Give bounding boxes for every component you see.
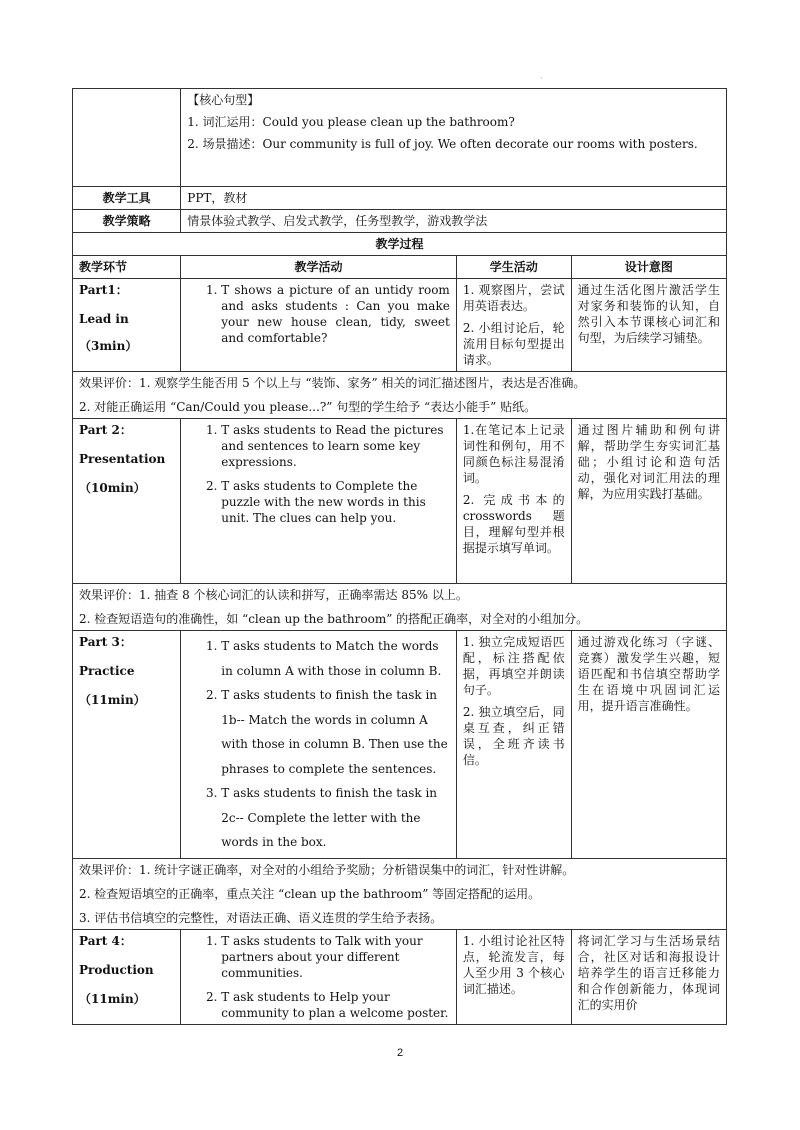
- core-line-1: 1. 词汇运用：Could you please clean up the bathroom?: [187, 115, 515, 129]
- activity-list: [187, 933, 450, 1021]
- activity-item: 2. T asks students to finish the task in 1b-- Match the words in column A with those in column B. Then use the phrases to complete the sentences.: [221, 683, 450, 781]
- intent-cell: [571, 419, 726, 584]
- header-intent: 设计意图: [571, 256, 726, 279]
- header-student: 学生活动: [456, 256, 571, 279]
- part-duration: （3min）: [79, 339, 138, 353]
- part-stage: Production: [79, 962, 154, 977]
- evaluation-cell: [73, 372, 727, 419]
- evaluation-line: 2. 检查短语造句的准确性，如 “clean up the bathroom” 的搭配正确率，对全对的小组加分。: [79, 612, 589, 626]
- activity-item: 2. T asks students to Complete the puzzle with the new words in this unit. The clues can help you.: [221, 478, 450, 526]
- intent-text: 通过图片辅助和例句讲解，帮助学生夯实词汇基础；小组讨论和造句活动，强化对词汇用法的理解，为应用实践打基础。: [577, 423, 720, 501]
- part-row: [73, 419, 727, 584]
- evaluation-row: [73, 858, 727, 929]
- evaluation-cell: [73, 584, 727, 631]
- lesson-plan-table: [72, 88, 727, 1025]
- student-item: 1. 观察图片，尝试用英语表达。: [462, 283, 565, 313]
- part-row: [73, 929, 727, 1024]
- header-stage: 教学环节: [73, 256, 181, 279]
- process-title-row: [73, 233, 727, 256]
- part-row: [73, 279, 727, 372]
- part-stage-cell: [73, 279, 181, 372]
- strategy-label: 教学策略: [73, 210, 181, 233]
- intent-cell: [571, 929, 726, 1024]
- activity-list: [187, 634, 450, 855]
- part-duration: （11min）: [79, 991, 146, 1006]
- core-sentences-cell: [181, 89, 727, 187]
- part-stage-cell: [73, 631, 181, 859]
- part-name: Part 3：: [79, 635, 132, 649]
- student-item: 1.在笔记本上记录词性和例句，用不同颜色标注易混淆词。: [462, 423, 565, 485]
- evaluation-line: 2. 对能正确运用 “Can/Could you please...?” 句型的学生给予 “表达小能手” 贴纸。: [79, 400, 537, 414]
- evaluation-row: [73, 584, 727, 631]
- header-activity: 教学活动: [181, 256, 457, 279]
- evaluation-line: 效果评价：1. 观察学生能否用 5 个以上与 “装饰、家务” 相关的词汇描述图片，表达是否准确。: [79, 376, 586, 390]
- student-cell: [456, 419, 571, 584]
- activity-cell: [181, 929, 457, 1024]
- activity-list: [187, 282, 450, 346]
- activity-cell: [181, 419, 457, 584]
- part-name: Part1：: [79, 283, 128, 297]
- student-item: 2. 独立填空后，同桌互查，纠正错误，全班齐读书信。: [462, 705, 565, 767]
- evaluation-cell: [73, 858, 727, 929]
- student-item: 2. 完成书本的 crosswords 题目，理解句型并根据提示填写单词。: [462, 493, 565, 555]
- activity-item: 1. T shows a picture of an untidy room and asks students : Can you make your new house clean, tidy, sweet and comfortable?: [221, 282, 450, 346]
- evaluation-row: [73, 372, 727, 419]
- core-heading: 【核心句型】: [187, 93, 260, 107]
- part-duration: （11min）: [79, 693, 146, 707]
- part-stage: Lead in: [79, 312, 129, 326]
- part-row: [73, 631, 727, 859]
- intent-text: 通过游戏化练习（字谜、竞赛）激发学生兴趣，短语匹配和书信填空帮助学生在语境中巩固词汇运用，提升语言准确性。: [577, 635, 720, 713]
- strategy-row: [73, 210, 727, 233]
- header-row: [73, 256, 727, 279]
- evaluation-line: 效果评价：1. 统计字谜正确率，对全对的小组给予奖励；分析错误集中的词汇，针对性讲解。: [79, 862, 575, 877]
- evaluation-line: 效果评价：1. 抽查 8 个核心词汇的认读和拼写，正确率需达 85% 以上。: [79, 588, 468, 602]
- activity-list: [187, 422, 450, 526]
- activity-cell: [181, 279, 457, 372]
- tools-row: [73, 187, 727, 210]
- tools-label: 教学工具: [73, 187, 181, 210]
- student-item: 1. 小组讨论社区特点，轮流发言，每人至少用 3 个核心词汇描述。: [462, 933, 565, 996]
- tools-value: PPT，教材: [181, 187, 727, 210]
- activity-item: 2. T ask students to Help your community to plan a welcome poster.: [221, 989, 450, 1021]
- student-item: 2. 小组讨论后，轮流用目标句型提出请求。: [462, 321, 565, 367]
- part-duration: （10min）: [79, 481, 146, 495]
- activity-item: 1. T asks students to Read the pictures and sentences to learn some key expressions.: [221, 422, 450, 470]
- process-title: 教学过程: [73, 233, 727, 256]
- student-cell: [456, 929, 571, 1024]
- part-stage: Presentation: [79, 452, 166, 466]
- page-number: 2: [396, 1047, 404, 1059]
- part-name: Part 4：: [79, 933, 132, 948]
- part-stage-cell: [73, 419, 181, 584]
- evaluation-line: 2. 检查短语填空的正确率，重点关注 “clean up the bathroom” 等固定搭配的运用。: [79, 886, 541, 901]
- empty-label-cell: [73, 89, 181, 187]
- activity-item: 1. T asks students to Talk with your partners about your different communities.: [221, 933, 450, 981]
- student-cell: [456, 631, 571, 859]
- strategy-value: 情景体验式教学、启发式教学，任务型教学，游戏教学法: [181, 210, 727, 233]
- part-stage-cell: [73, 929, 181, 1024]
- core-line-2: 2. 场景描述：Our community is full of joy. We often decorate our rooms with posters.: [187, 137, 698, 151]
- core-sentences-row: [73, 89, 727, 187]
- activity-item: 3. T asks students to finish the task in 2c-- Complete the letter with the words in the box.: [221, 781, 450, 855]
- intent-text: 将词汇学习与生活场景结合，社区对话和海报设计培养学生的语言迁移能力和合作创新能力，体现词汇的实用价: [577, 933, 720, 1012]
- intent-text: 通过生活化图片激活学生对家务和装饰的认知，自然引入本节课核心词汇和句型，为后续学习铺垫。: [577, 283, 720, 345]
- student-item: 1. 独立完成短语匹配，标注搭配依据，再填空并朗读句子。: [462, 635, 565, 697]
- part-name: Part 2：: [79, 423, 132, 437]
- activity-cell: [181, 631, 457, 859]
- activity-item: 1. T asks students to Match the words in column A with those in column B.: [221, 634, 450, 683]
- part-stage: Practice: [79, 664, 135, 678]
- scan-mark: ·: [540, 74, 543, 83]
- evaluation-line: 3. 评估书信填空的完整性，对语法正确、语义连贯的学生给予表扬。: [79, 910, 443, 925]
- intent-cell: [571, 631, 726, 859]
- student-cell: [456, 279, 571, 372]
- intent-cell: [571, 279, 726, 372]
